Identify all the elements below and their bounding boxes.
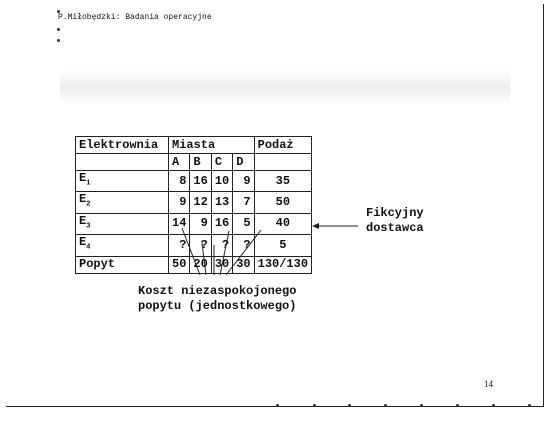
bullet-dot [57, 39, 60, 42]
bullet-dot [420, 404, 423, 407]
cost-cell: 7 [233, 192, 254, 213]
table-row [76, 192, 312, 213]
dummy-supplier-label [366, 206, 424, 236]
bullet-dot [57, 28, 60, 31]
cost-cell: 14 [169, 213, 190, 234]
row-name: E [79, 171, 87, 185]
cost-cell: 10 [211, 171, 232, 192]
header-podaz: Podaż [254, 137, 311, 154]
faded-background-band [60, 70, 510, 104]
bullet-dot [384, 404, 387, 407]
cost-cell: 9 [233, 171, 254, 192]
demand-cell: 30 [233, 256, 254, 273]
demand-label: Popyt [76, 256, 169, 273]
header-title: P.Miłobędzki: Badania operacyjne [58, 13, 212, 22]
row-subscript: 4 [86, 243, 91, 252]
cost-cell: 9 [190, 213, 211, 234]
demand-row [76, 256, 312, 273]
city-label: A [169, 154, 190, 171]
bullet-dot [456, 404, 459, 407]
supply-cell: 50 [254, 192, 311, 213]
unknown-cost-cell: ? [233, 235, 254, 256]
header-miasta: Miasta [169, 137, 255, 154]
dummy-supplier-line: Fikcyjny [366, 206, 424, 220]
unmet-demand-line: popytu (jednostkowego) [138, 299, 297, 313]
bullet-dot [276, 404, 279, 407]
supply-cell: 35 [254, 171, 311, 192]
supply-cell: 5 [254, 235, 311, 256]
unknown-cost-cell: ? [211, 235, 232, 256]
row-label [76, 213, 169, 234]
unknown-cost-cell: ? [190, 235, 211, 256]
cost-cell: 5 [233, 213, 254, 234]
table-cell [76, 154, 169, 171]
dummy-supplier-line: dostawca [366, 221, 424, 235]
page-number: 14 [484, 379, 493, 389]
bullet-dot [348, 404, 351, 407]
demand-cell: 50 [169, 256, 190, 273]
demand-cell: 20 [190, 256, 211, 273]
row-label [76, 192, 169, 213]
total-cell: 130/130 [254, 256, 311, 273]
cost-cell: 16 [190, 171, 211, 192]
supply-cell: 40 [254, 213, 311, 234]
cost-cell: 9 [169, 192, 190, 213]
cost-cell: 8 [169, 171, 190, 192]
cost-cell: 12 [190, 192, 211, 213]
transport-table [75, 136, 312, 274]
row-name: E [79, 235, 87, 250]
unmet-demand-line: Koszt niezaspokojonego [138, 284, 297, 298]
row-name: E [79, 192, 87, 207]
cost-cell: 16 [211, 213, 232, 234]
table-city-row [76, 154, 312, 171]
table-header-row [76, 137, 312, 154]
row-subscript: 1 [86, 179, 91, 188]
row-name: E [79, 213, 87, 228]
row-label [76, 235, 169, 256]
demand-cell: 30 [211, 256, 232, 273]
city-label: C [211, 154, 232, 171]
bullet-dot [528, 404, 531, 407]
row-label [76, 171, 169, 192]
table-row [76, 213, 312, 234]
city-label: D [233, 154, 254, 171]
bullet-dot [313, 404, 316, 407]
table-row [76, 171, 312, 192]
cost-cell: 13 [211, 192, 232, 213]
unknown-cost-cell: ? [169, 235, 190, 256]
header-elektrownia: Elektrownia [76, 137, 169, 154]
table-cell [254, 154, 311, 171]
row-subscript: 2 [86, 200, 91, 209]
bullet-dot [492, 404, 495, 407]
city-label: B [190, 154, 211, 171]
row-subscript: 3 [86, 222, 91, 231]
table-row [76, 235, 312, 256]
unmet-demand-label [138, 284, 296, 314]
